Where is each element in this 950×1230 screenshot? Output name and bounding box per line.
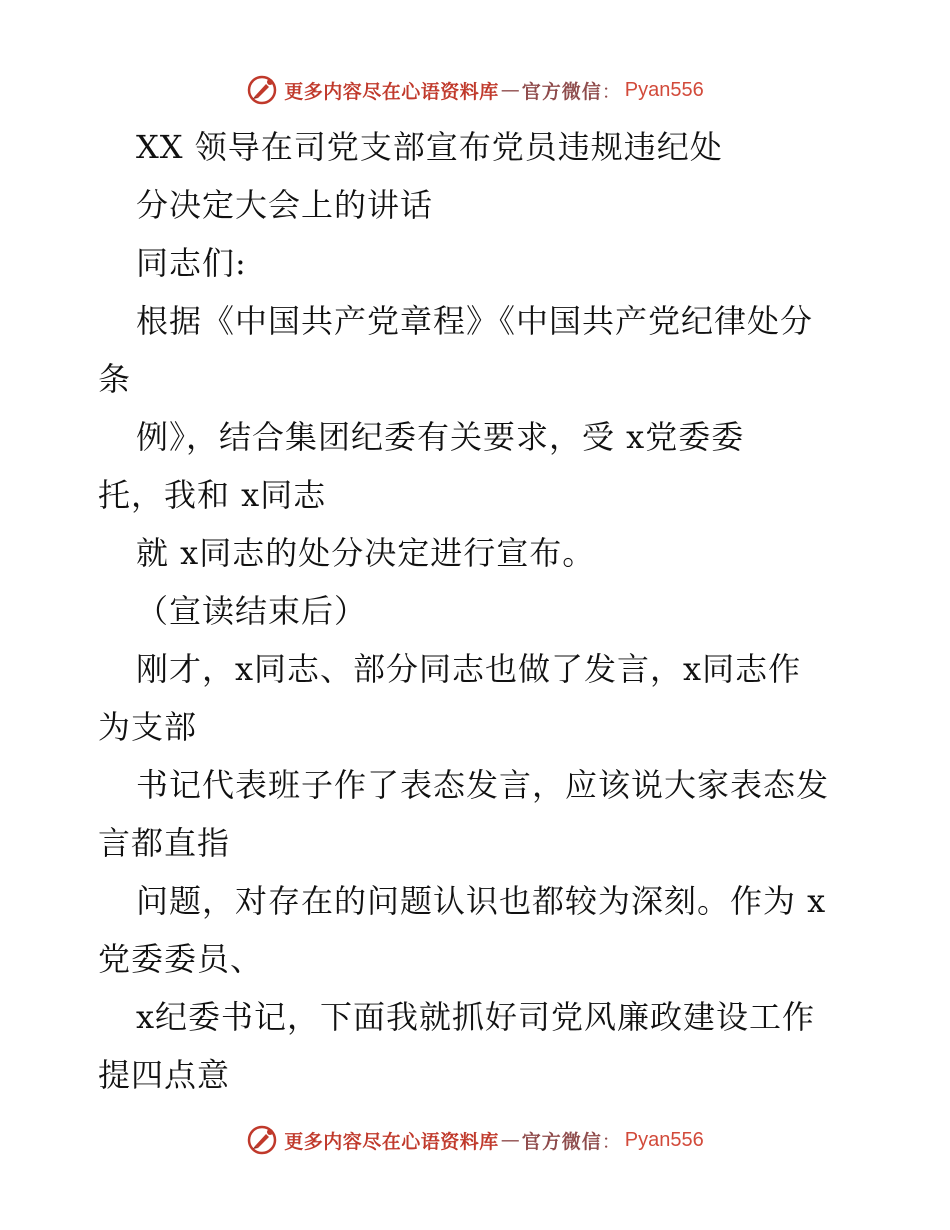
doc-line: 党委委员、 bbox=[98, 940, 264, 978]
banner-main-text: 更多内容尽在心语资料库 bbox=[284, 1130, 499, 1153]
banner-colon: ： bbox=[601, 80, 621, 103]
pen-nib-circle-icon bbox=[246, 74, 278, 106]
doc-line: x纪委书记，下面我就抓好司党风廉政建设工作 bbox=[136, 998, 816, 1036]
banner-dash: — bbox=[500, 1129, 520, 1151]
doc-line: 例》，结合集团纪委有关要求，受 x党委委 bbox=[136, 418, 745, 456]
doc-line: 书记代表班子作了表态发言，应该说大家表态发 bbox=[136, 766, 830, 804]
document-body bbox=[98, 118, 878, 1104]
doc-line: 同志们: bbox=[136, 244, 247, 282]
doc-line: 分决定大会上的讲话 bbox=[136, 186, 434, 224]
doc-line: 就 x同志的处分决定进行宣布。 bbox=[136, 534, 596, 572]
doc-line: 问题，对存在的问题认识也都较为深刻。作为 x bbox=[136, 882, 827, 920]
banner-wechat-id: Pyan556 bbox=[624, 78, 704, 101]
banner-dash: — bbox=[500, 79, 520, 101]
doc-line: （宣读结束后） bbox=[136, 592, 368, 630]
banner-wechat-id: Pyan556 bbox=[624, 1128, 704, 1151]
doc-line: XX 领导在司党支部宣布党员违规违纪处 bbox=[136, 128, 723, 166]
doc-line: 刚才，x同志、部分同志也做了发言，x同志作 bbox=[136, 650, 802, 688]
banner-colon: ： bbox=[601, 1130, 621, 1153]
footer-watermark-banner bbox=[0, 1120, 950, 1160]
pen-nib-circle-icon bbox=[246, 1124, 278, 1156]
banner-sub-text: 官方微信 bbox=[521, 1130, 602, 1153]
doc-line: 托，我和 x同志 bbox=[98, 476, 327, 514]
doc-line: 为支部 bbox=[98, 708, 198, 746]
doc-line: 提四点意 bbox=[98, 1056, 231, 1094]
banner-main-text: 更多内容尽在心语资料库 bbox=[284, 80, 499, 103]
header-watermark-banner bbox=[0, 70, 950, 110]
doc-line: 条 bbox=[98, 360, 132, 398]
doc-line: 言都直指 bbox=[98, 824, 231, 862]
banner-sub-text: 官方微信 bbox=[521, 80, 602, 103]
doc-line: 根据《中国共产党章程》《中国共产党纪律处分 bbox=[136, 302, 814, 340]
